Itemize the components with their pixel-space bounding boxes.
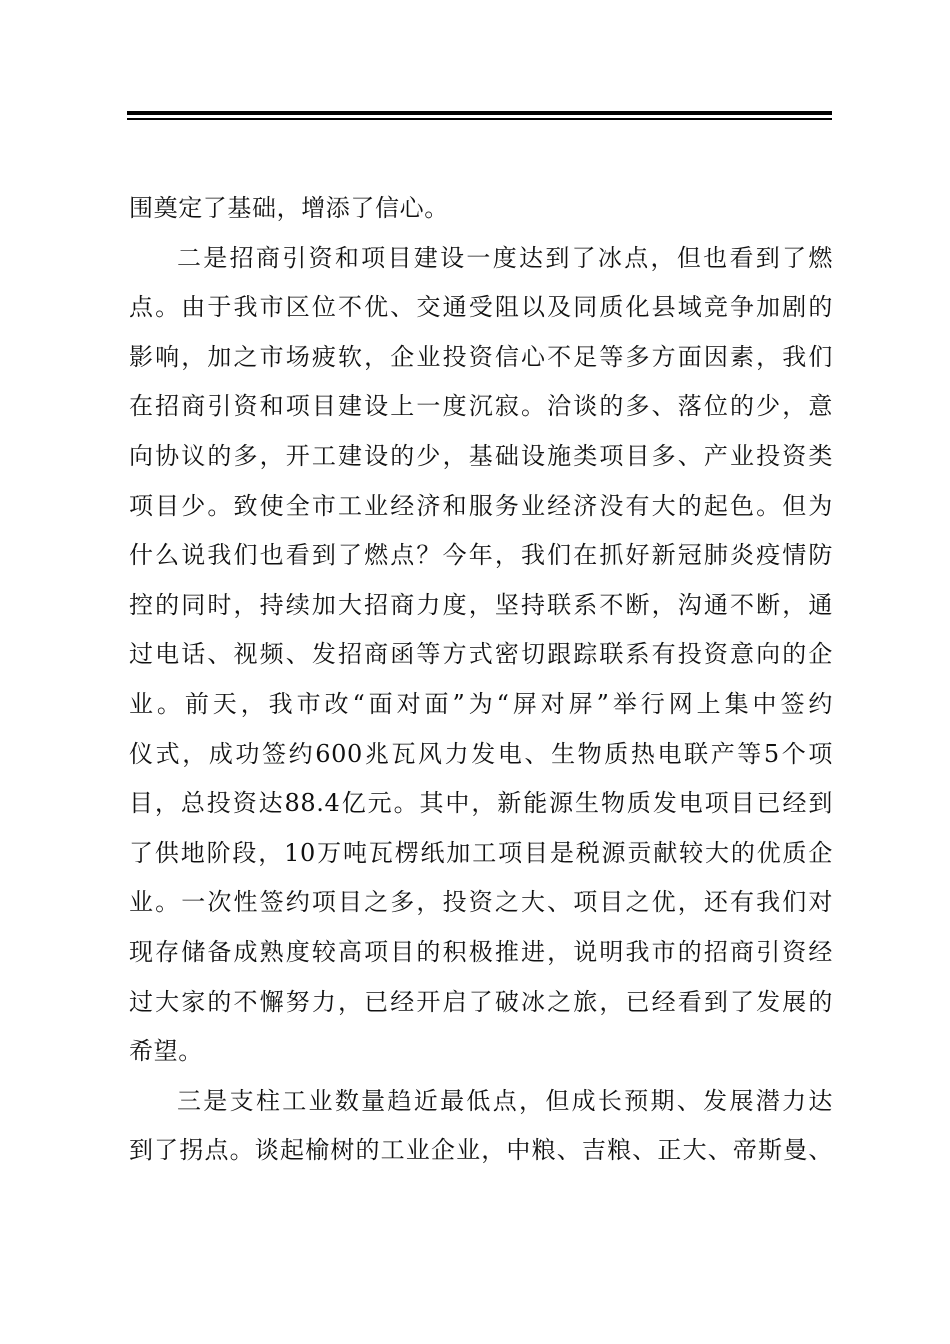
text-line: 控的同时，持续加大招商力度，坚持联系不断，沟通不断，通	[129, 590, 833, 619]
text-line: 目，总投资达88.4亿元。其中，新能源生物质发电项目已经到	[129, 789, 833, 818]
text-line: 三是支柱工业数量趋近最低点，但成长预期、发展潜力达	[177, 1086, 833, 1115]
text-line: 向协议的多，开工建设的少，基础设施类项目多、产业投资类	[129, 441, 833, 470]
header-double-rule	[127, 111, 832, 121]
text-line: 围奠定了基础，增添了信心。	[129, 194, 449, 222]
text-line: 点。由于我市区位不优、交通受阻以及同质化县域竞争加剧的	[129, 293, 833, 322]
text-line: 了供地阶段，10万吨瓦楞纸加工项目是税源贡献较大的优质企	[129, 838, 833, 867]
paragraph	[129, 184, 833, 234]
text-line: 影响，加之市场疲软，企业投资信心不足等多方面因素，我们	[129, 342, 833, 371]
text-line: 二是招商引资和项目建设一度达到了冰点，但也看到了燃	[177, 243, 833, 272]
text-line: 业。一次性签约项目之多，投资之大、项目之优，还有我们对	[129, 888, 833, 917]
text-line: 到了拐点。谈起榆树的工业企业，中粮、吉粮、正大、帝斯曼、	[129, 1136, 833, 1165]
text-line: 在招商引资和项目建设上一度沉寂。洽谈的多、落位的少，意	[129, 392, 833, 421]
paragraph	[129, 234, 833, 1077]
text-line: 希望。	[129, 1037, 203, 1066]
text-line: 什么说我们也看到了燃点？今年，我们在抓好新冠肺炎疫情防	[129, 541, 833, 570]
header-rule-thick	[127, 111, 832, 115]
text-line: 过大家的不懈努力，已经开启了破冰之旅，已经看到了发展的	[129, 987, 833, 1016]
text-line: 业。前天，我市改“面对面”为“屏对屏”举行网上集中签约	[129, 689, 833, 718]
text-line: 项目少。致使全市工业经济和服务业经济没有大的起色。但为	[129, 491, 833, 520]
document-body	[129, 184, 833, 1176]
text-line: 仪式，成功签约600兆瓦风力发电、生物质热电联产等5个项	[129, 739, 833, 768]
text-line: 过电话、视频、发招商函等方式密切跟踪联系有投资意向的企	[129, 640, 833, 669]
text-line: 现存储备成熟度较高项目的积极推进，说明我市的招商引资经	[129, 937, 833, 966]
paragraph	[129, 1077, 833, 1176]
header-rule-thin	[127, 118, 832, 120]
